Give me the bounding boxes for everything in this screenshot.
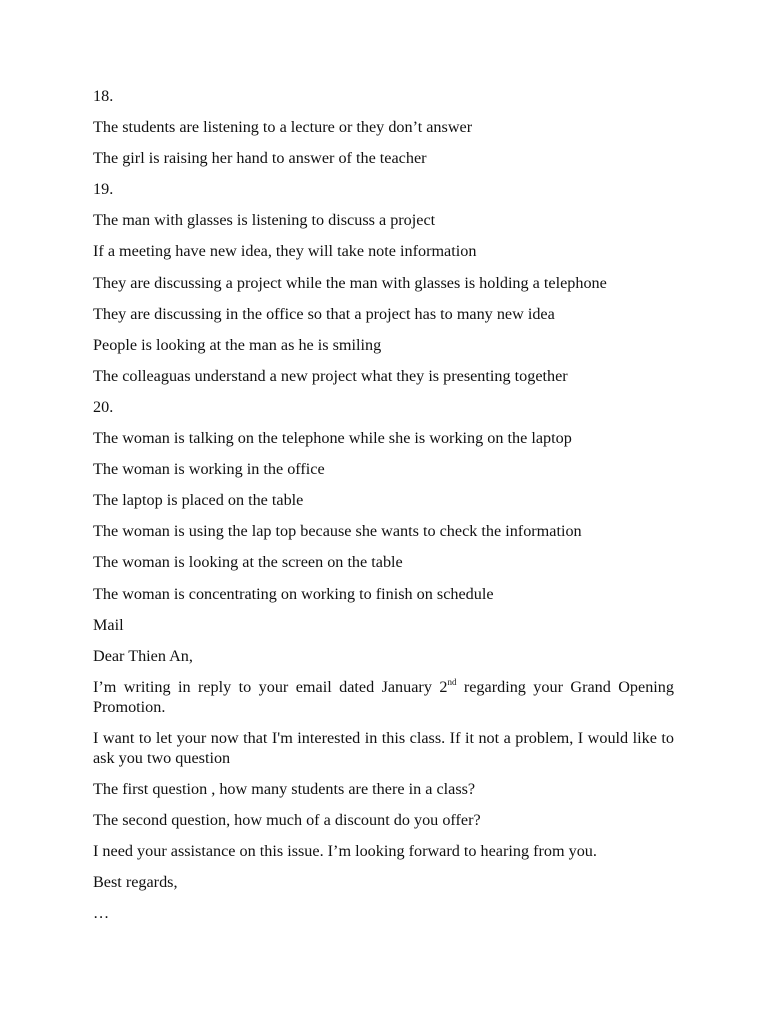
mail-paragraph-reply-start: I’m writing in reply to your email dated January 2 — [93, 677, 448, 696]
section-18-line: The girl is raising her hand to answer of the teacher — [93, 149, 427, 168]
section-19-line: They are discussing a project while the man with glasses is holding a telephone — [93, 273, 607, 292]
mail-greeting: Dear Thien An, — [93, 646, 193, 665]
section-20-number: 20. — [93, 397, 114, 416]
mail-question-1: The first question , how many students are there in a class? — [93, 779, 476, 798]
mail-closing-line: I need your assistance on this issue. I’m looking forward to hearing from you. — [93, 842, 597, 861]
section-20-line: The woman is looking at the screen on the table — [93, 553, 403, 572]
mail-paragraph-reply — [93, 677, 674, 717]
section-20-line: The woman is working in the office — [93, 460, 325, 479]
section-19-line: If a meeting have new idea, they will take note information — [93, 242, 477, 261]
section-20-line: The laptop is placed on the table — [93, 491, 304, 510]
mail-heading: Mail — [93, 615, 124, 634]
mail-sign-off: Best regards, — [93, 873, 178, 892]
section-20-line: The woman is using the lap top because she wants to check the information — [93, 522, 582, 541]
date-ordinal-suffix: nd — [447, 676, 457, 687]
section-18-number: 18. — [93, 87, 114, 105]
section-19-line: The colleaguas understand a new project what they is presenting together — [93, 366, 568, 385]
mail-paragraph-interest: I want to let your now that I'm interested in this class. If it not a problem, I would like to ask you two question — [93, 728, 674, 767]
document-page — [93, 86, 674, 934]
mail-ellipsis: … — [93, 904, 110, 923]
section-19-line: They are discussing in the office so that a project has to many new idea — [93, 304, 555, 323]
section-20-line: The woman is concentrating on working to finish on schedule — [93, 584, 494, 603]
section-19-number: 19. — [93, 180, 114, 199]
mail-question-2: The second question, how much of a discount do you offer? — [93, 811, 481, 830]
mail-paragraph-reply-end: regarding your Grand Opening Promotion. — [93, 677, 674, 716]
section-19-line: The man with glasses is listening to discuss a project — [93, 211, 436, 230]
section-20-line: The woman is talking on the telephone while she is working on the laptop — [93, 429, 572, 448]
section-18-line: The students are listening to a lecture or they don’t answer — [93, 118, 473, 137]
section-19-line: People is looking at the man as he is smiling — [93, 335, 382, 354]
